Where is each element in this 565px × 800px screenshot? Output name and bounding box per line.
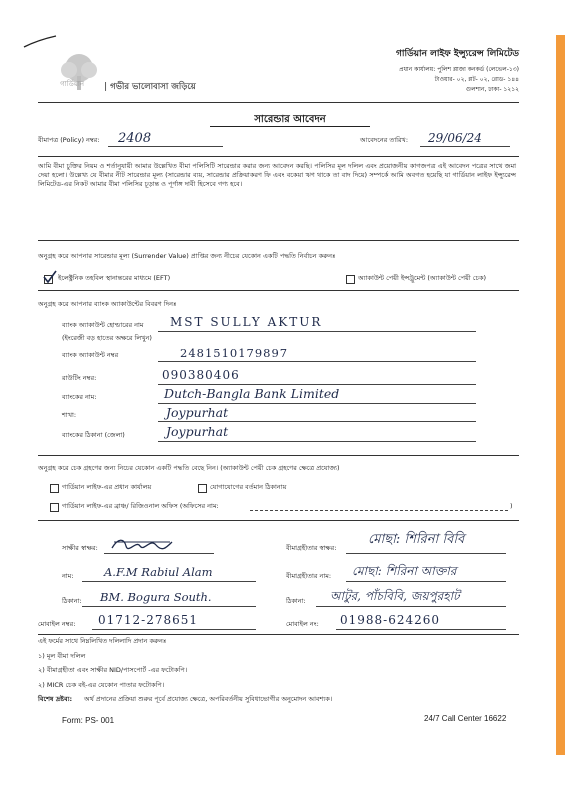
witness-sign-line: [104, 553, 214, 554]
header-divider: [38, 102, 519, 103]
divider-4: [38, 455, 519, 456]
date-line: [420, 146, 510, 147]
routing-line: [158, 384, 476, 385]
bank-name-line: [158, 403, 476, 404]
policyholder-name-value[interactable]: মোছা: শিরিনা আক্তার: [352, 564, 457, 578]
policyholder-address-value[interactable]: আটুর, পাঁচবিবি, জয়পুরহাট: [330, 589, 460, 603]
cheque-opt-3-close: ): [510, 502, 513, 510]
doc-item: ২) বীমাগ্রহীতা এবং সাক্ষীর NID/পাসপোর্ট -এর ফটোকপি।: [38, 666, 188, 674]
routing-label: রাউটিং নম্বর:: [62, 374, 97, 382]
divider-3: [38, 290, 519, 291]
option-eft: ইলেক্ট্রনিক তহবিল স্থানান্তরের মাধ্যমে (EFT): [58, 274, 171, 282]
orange-side-bar: [556, 35, 565, 755]
branch-label: শাখা:: [62, 411, 77, 419]
special-note-text: অর্থ প্রদানের প্রক্রিয়া শুরুর পূর্বে প্রযোজ্য ক্ষেত্রে, অপরিবর্তনীয় সুবিধাভোগীর অনুমোদন আবশ্যক।: [84, 695, 333, 703]
bank-section-heading: অনুগ্রহ করে আপনার ব্যাংক অ্যাকাউন্টের বিবরণ দিনঃ: [38, 300, 177, 308]
policy-value[interactable]: 2408: [118, 131, 152, 146]
cheque-branch-checkbox[interactable]: [50, 503, 59, 512]
witness-name-label: নাম:: [62, 572, 74, 580]
account-no-value[interactable]: 2481510179897: [180, 346, 289, 360]
routing-value[interactable]: 090380406: [162, 368, 240, 382]
witness-mobile-label: মোবাইল নম্বর:: [38, 620, 76, 628]
bank-name-value[interactable]: Dutch-Bangla Bank Limited: [164, 386, 340, 401]
policyholder-mobile-line: [336, 629, 506, 630]
tagline: | গভীর ভালোবাসা জড়িয়ে: [104, 82, 196, 92]
branch-office-line: [250, 510, 508, 511]
date-value[interactable]: 29/06/24: [428, 131, 482, 145]
cheque-opt-2: যোগাযোগের বর্তমান ঠিকানায়: [210, 483, 287, 491]
bank-address-value[interactable]: Joypurhat: [166, 424, 229, 439]
payment-instruction: অনুগ্রহ করে আপনার সারেন্ডার মূল্য (Surrender Value) প্রাপ্তির জন্য নীচের যেকোন একটি পদ্ধতি নির্বাচন করুনঃ: [38, 252, 336, 260]
divider-5: [38, 520, 519, 521]
witness-name-line: [82, 581, 256, 582]
option-cheque: অ্যাকাউন্ট পেয়ী ইন্সট্রুমেন্ট (অ্যাকাউন্ট পেয়ী চেক): [358, 274, 487, 282]
cheque-head-office-checkbox[interactable]: [50, 484, 59, 493]
cheque-checkbox[interactable]: [346, 275, 355, 284]
witness-address-line: [82, 606, 256, 607]
policyholder-sign-label: বীমাগ্রহীতার স্বাক্ষর:: [286, 544, 337, 552]
bank-address-line: [158, 441, 476, 442]
witness-signature: [110, 536, 174, 552]
doc-item: ১) মূল বীমা দলিল: [38, 652, 86, 660]
logo-text: গার্ডিয়ান: [60, 80, 85, 88]
form-number: Form: PS- 001: [62, 716, 115, 725]
branch-value[interactable]: Joypurhat: [166, 405, 229, 420]
address-line-3: গুলশান, ঢাকা- ১২১২: [465, 86, 519, 93]
cheque-opt-3: গার্ডিয়ান লাইফ-এর ব্রাঞ্চ/ রিজিওনাল অফিস (অফিসের নাম:: [62, 502, 219, 510]
special-note-label: বিশেষ দ্রষ্টব্য:: [38, 695, 73, 703]
bank-name-label: ব্যাংকের নাম:: [62, 393, 97, 401]
witness-address-value[interactable]: BM. Bogura South.: [100, 590, 212, 604]
witness-address-label: ঠিকানা:: [62, 597, 82, 605]
account-holder-line: [158, 331, 476, 332]
account-holder-note: (ইংরেজী বড় হাতের অক্ষরে লিখুন): [62, 334, 152, 342]
policyholder-address-label: ঠিকানা:: [286, 597, 306, 605]
cheque-opt-1: গার্ডিয়ান লাইফ-এর প্রধান কার্যালয়: [62, 483, 152, 491]
address-line-1: প্রধান কার্যালয়: পুলিশ প্লাজা কনকর্ড (লেভেল-১৩): [399, 66, 519, 73]
witness-mobile-value[interactable]: 01712-278651: [98, 613, 199, 627]
form-title: সারেন্ডার আবেদন: [210, 112, 370, 127]
policyholder-sign-line: [346, 553, 506, 554]
company-name: গার্ডিয়ান লাইফ ইন্স্যুরেন্স লিমিটেড: [396, 49, 519, 59]
policy-label: বীমাপত্র (Policy) নম্বর:: [38, 136, 100, 144]
address-line-2: টাওয়ার- ০২, প্লট- ০২, রোড- ১৪৪: [434, 76, 519, 83]
branch-line: [158, 421, 476, 422]
divider-6: [38, 634, 519, 635]
bank-address-label: ব্যাংকের ঠিকানা (জেলা): [62, 431, 125, 439]
policyholder-name-label: বীমাগ্রহীতার নাম:: [286, 572, 332, 580]
policyholder-sign-value[interactable]: মোছা: শিরিনা বিবি: [368, 532, 465, 547]
divider-1: [38, 156, 519, 157]
witness-name-value[interactable]: A.F.M Rabiul Alam: [104, 565, 213, 579]
cheque-current-address-checkbox[interactable]: [198, 484, 207, 493]
account-holder-value[interactable]: MST SULLY AKTUR: [170, 315, 323, 329]
policy-line: [108, 146, 223, 147]
policyholder-mobile-label: মোবাইল নং:: [286, 620, 319, 628]
date-label: আবেদনের তারিখ:: [360, 136, 409, 144]
docs-heading: এই ফর্মের সাথে নিম্নলিখিত দলিলাদি প্রদান করুনঃ: [38, 637, 167, 645]
account-holder-label: ব্যাংক অ্যাকাউন্ট হোল্ডারের নাম: [62, 321, 144, 329]
doc-item: ২) MICR চেক বই-এর যেকোন পাতার ফটোকপি।: [38, 681, 165, 689]
checkmark-icon: [42, 270, 58, 284]
account-no-label: ব্যাংক অ্যাকাউন্ট নম্বর: [62, 351, 119, 359]
cheque-instruction: অনুগ্রহ করে চেক গ্রহণের জন্য নিচের যেকোন একটি পদ্ধতি বেছে নিন। (অ্যাকাউন্ট পেয়ী চেক গ্রহণের ক্ষেত্রে প্রযোজ্য): [38, 464, 340, 472]
policyholder-mobile-value[interactable]: 01988-624260: [340, 613, 441, 627]
pen-mark: [22, 34, 58, 50]
intro-text: আমি বীমা চুক্তির নিয়ম ও শর্তানুযায়ী আমার উল্লেখিত বীমা পলিসিটি সারেন্ডার করার জন্য আবেদন করছি। পলিসির মূল দলিল এবং প্রয়োজনীয় কাগজপত্র এই আবেদন পত্রের সাথে জমা দেয়া হলো। উল্লেখ্য যে বীমার নীট সারেন্ডার মূল্য (সারেন্ডার ব্যয়, সারেন্ডার প্রক্রিয়াকরণ ফি এবং বকেয়া ঋণ থাকে তা বাদ দিয়ে) সম্পর্কে আমি অবগত হয়েছি যা গার্ডিয়ান লাইফ ইন্স্যুরেন্স লিমিটেড-এর নিকট আমার বীমা পলিসির চূড়ান্ত ও পূর্ণাঙ্গ দাবী হিসেবে গণ্য হবে।: [38, 162, 516, 188]
account-no-line: [158, 361, 476, 362]
witness-mobile-line: [92, 629, 256, 630]
witness-sign-label: সাক্ষীর স্বাক্ষর:: [62, 544, 98, 552]
divider-2: [38, 240, 519, 241]
call-center: 24/7 Call Center 16622: [424, 714, 507, 723]
